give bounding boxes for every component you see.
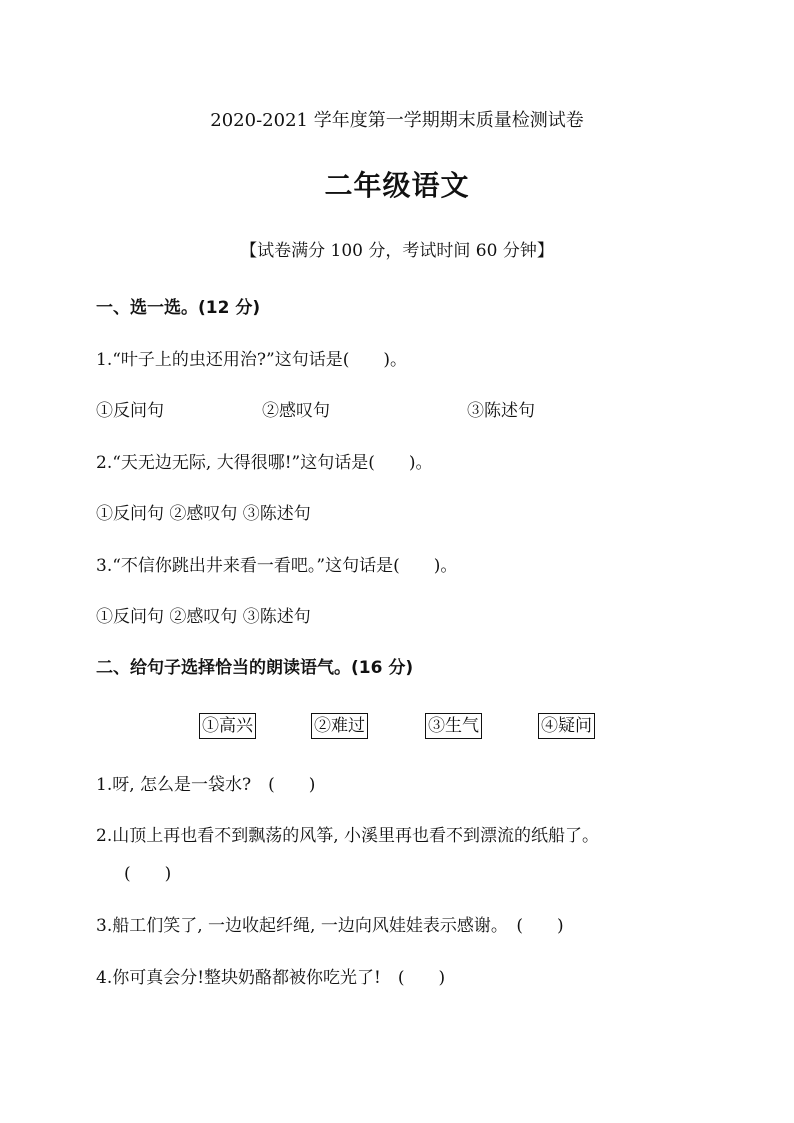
question-1-1-option-2: ②感叹句	[262, 401, 330, 421]
tone-choice-sad: ②难过	[311, 713, 368, 739]
question-2-1: 1.呀, 怎么是一袋水? ( )	[96, 775, 316, 795]
exam-note: 【试卷满分 100 分，考试时间 60 分钟】	[240, 241, 554, 261]
question-2-4: 4.你可真会分!整块奶酪都被你吃光了! ( )	[96, 968, 446, 988]
tone-choice-question: ④疑问	[538, 713, 595, 739]
tone-choice-angry: ③生气	[425, 713, 482, 739]
question-1-3: 3.“不信你跳出井来看一看吧。”这句话是( )。	[96, 556, 458, 576]
question-1-2-options: ①反问句 ②感叹句 ③陈述句	[96, 504, 311, 524]
tone-choice-happy: ①高兴	[199, 713, 256, 739]
section-2-heading: 二、给句子选择恰当的朗读语气。(16 分)	[96, 658, 414, 678]
question-1-2: 2.“天无边无际, 大得很哪!”这句话是( )。	[96, 453, 433, 473]
exam-title: 2020-2021 学年度第一学期期末质量检测试卷	[210, 110, 584, 131]
question-2-2-blank: ( )	[124, 864, 172, 884]
question-2-3: 3.船工们笑了, 一边收起纤绳, 一边向风娃娃表示感谢。 ( )	[96, 916, 564, 936]
section-1-heading: 一、选一选。(12 分)	[96, 298, 261, 318]
question-1-3-options: ①反问句 ②感叹句 ③陈述句	[96, 607, 311, 627]
question-1-1-option-3: ③陈述句	[467, 401, 535, 421]
question-1-1: 1.“叶子上的虫还用治?”这句话是( )。	[96, 350, 407, 370]
subject-title: 二年级语文	[324, 169, 470, 202]
question-2-2: 2.山顶上再也看不到飘荡的风筝, 小溪里再也看不到漂流的纸船了。	[96, 826, 600, 846]
question-1-1-option-1: ①反问句	[96, 401, 164, 421]
